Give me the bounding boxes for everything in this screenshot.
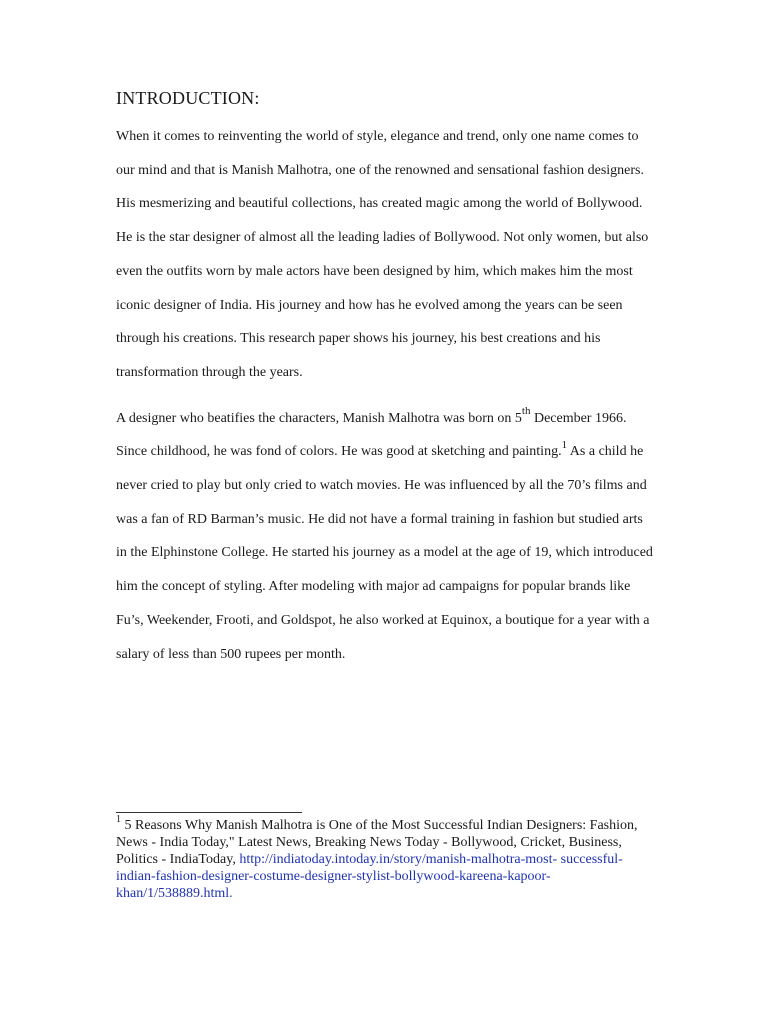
footnote-link-end: .	[229, 886, 233, 901]
biography-text-part1: A designer who beatifies the characters, Manish Malhotra was born on 5	[116, 410, 522, 426]
footnote-text: 5 Reasons Why Manish Malhotra is One of the Most Successful Indian Designers: Fashion, News - India Today," Latest News, Breaking News Today - Bollywood, Cricket, Business, Politics - IndiaToday,	[116, 818, 638, 867]
biography-paragraph	[116, 402, 656, 672]
section-heading: INTRODUCTION:	[116, 88, 260, 108]
biography-text-part2: December 1966. Since childhood, he was fond of colors. He was good at sketching and painting.	[116, 410, 627, 460]
footnote	[116, 814, 651, 902]
document-page	[116, 86, 656, 671]
ordinal-suffix: th	[521, 404, 531, 417]
footnote-reference[interactable]: 1	[561, 438, 568, 451]
biography-text-part3: As a child he never cried to play but only cried to watch movies. He was influenced by all the 70’s films and was a fan of RD Barman’s music. He did not have a formal training in fashion but studied arts in the Elphinstone College. He started his journey as a model at the age of 19, which introduced him the concept of styling. After modeling with major ad campaigns for popular brands like Fu’s, Weekender, Frooti, and Goldspot, he also worked at Equinox, a boutique for a year with a salary of less than 500 rupees per month.	[116, 444, 653, 662]
footnote-link[interactable]: http://indiatoday.intoday.in/story/manish-malhotra-most- successful-indian-fashion-designer-costume-designer-stylist-bollywood-kareena-kapoor-khan/1/538889.html	[116, 852, 623, 901]
footnote-separator	[116, 812, 302, 813]
intro-paragraph: When it comes to reinventing the world of style, elegance and trend, only one name comes to our mind and that is Manish Malhotra, one of the renowned and sensational fashion designers. His mesmerizing and beautiful collections, has created magic among the world of Bollywood. He is the star designer of almost all the leading ladies of Bollywood. Not only women, but also even the outfits worn by male actors have been designed by him, which makes him the most iconic designer of India. His journey and how has he evolved among the years can be seen through his creations. This research paper shows his journey, his best creations and his transformation through the years.	[116, 129, 649, 380]
footnote-number: 1	[116, 814, 121, 826]
